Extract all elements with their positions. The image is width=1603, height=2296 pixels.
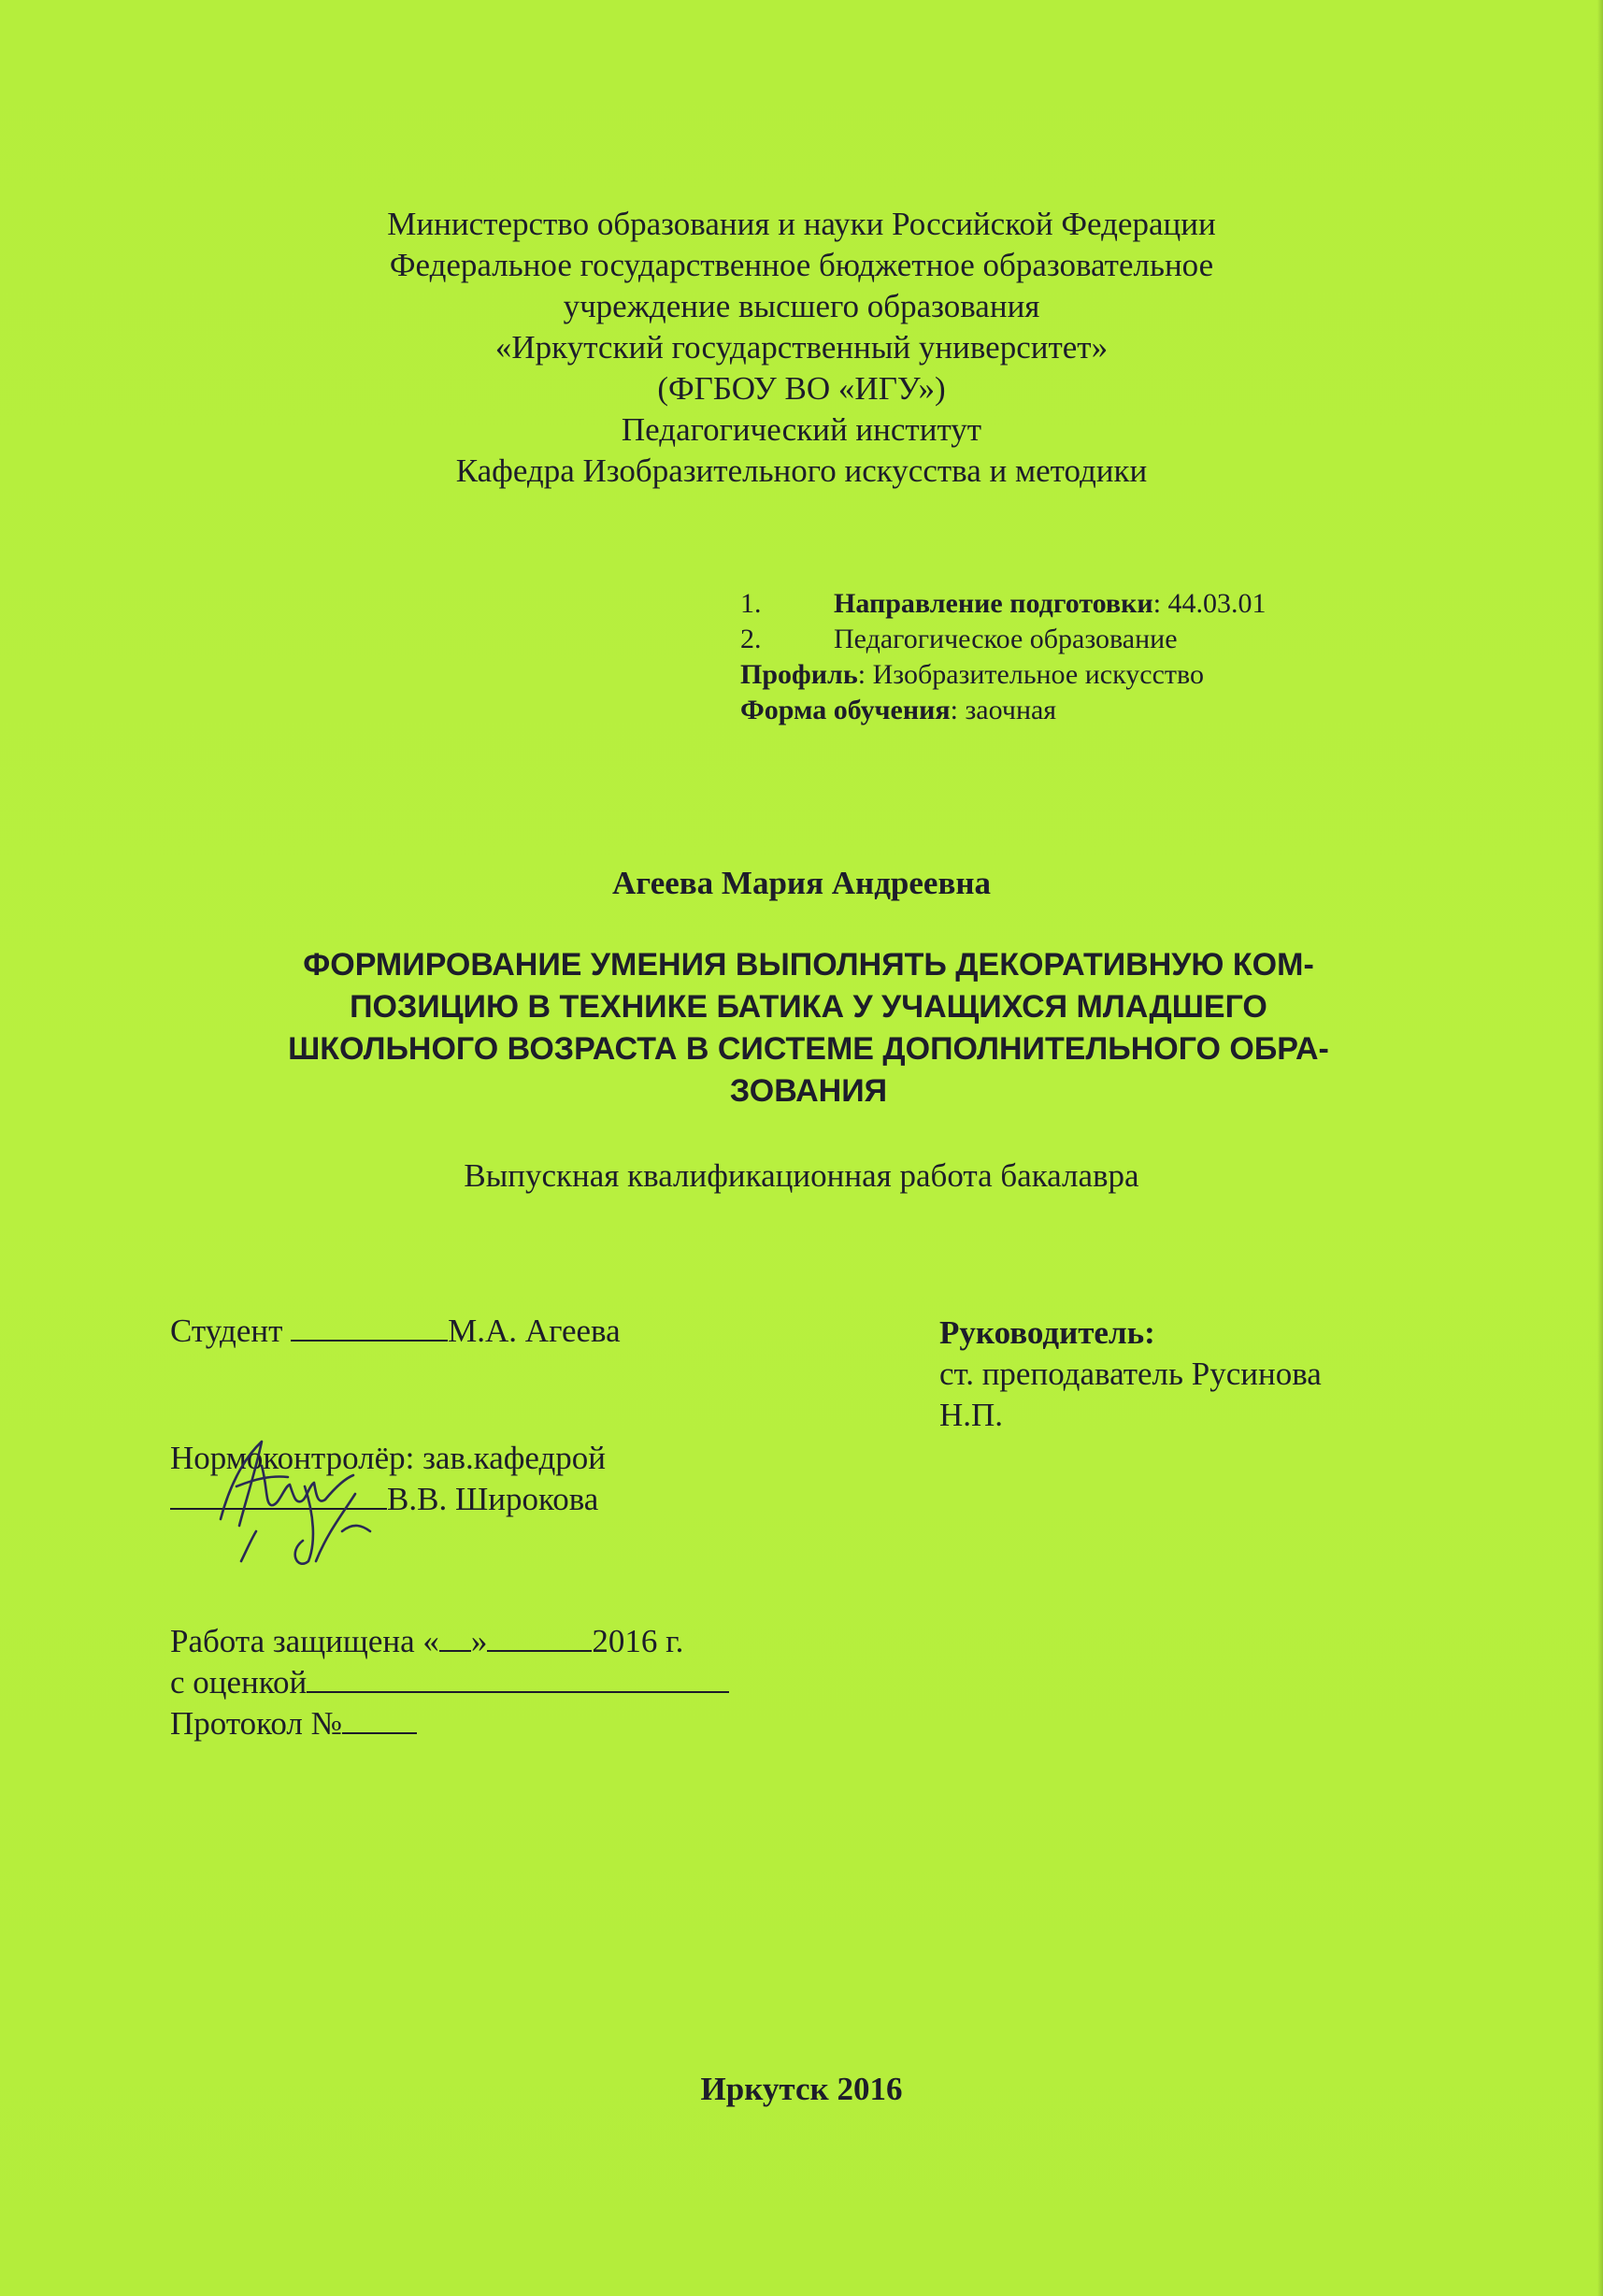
- direction-item-1: [740, 586, 1267, 622]
- protocol-label: Протокол №: [170, 1705, 343, 1742]
- normocontrol-name: В.В. Широкова: [387, 1481, 599, 1517]
- profile-value: : Изобразительное искусство: [857, 659, 1204, 690]
- study-form-row: [740, 693, 1267, 728]
- institute-line: Педагогический институт: [621, 411, 982, 448]
- department-line: Кафедра Изобразительного искусства и методики: [455, 452, 1148, 489]
- direction-block: [740, 586, 1267, 728]
- header-block: [0, 204, 1603, 492]
- student-row: [170, 1311, 621, 1352]
- title-line: ШКОЛЬНОГО ВОЗРАСТА В СИСТЕМЕ ДОПОЛНИТЕЛЬНОГО ОБРА-: [288, 1031, 1329, 1067]
- defense-quote-close: »: [470, 1623, 488, 1659]
- defense-block: [170, 1621, 729, 1744]
- ministry-line: Министерство образования и науки Российской Федерации: [387, 206, 1216, 242]
- supervisor-label: Руководитель:: [939, 1314, 1155, 1351]
- student-label: Студент: [170, 1313, 292, 1349]
- title-line: ПОЗИЦИЮ В ТЕХНИКЕ БАТИКА У УЧАЩИХСЯ МЛАДШЕГО: [350, 989, 1267, 1025]
- supervisor-initials: Н.П.: [939, 1397, 1004, 1433]
- city-year: Иркутск 2016: [700, 2071, 903, 2107]
- thesis-title: [187, 944, 1430, 1112]
- federal-line: Федеральное государственное бюджетное образовательное: [389, 247, 1214, 283]
- protocol-number-line: [342, 1704, 417, 1734]
- institution-line: учреждение высшего образования: [563, 288, 1040, 324]
- author-name: Агеева Мария Андреевна: [611, 865, 992, 901]
- item-number: 1.: [740, 588, 762, 619]
- title-line: ФОРМИРОВАНИЕ УМЕНИЯ ВЫПОЛНЯТЬ ДЕКОРАТИВНУЮ КОМ-: [303, 947, 1314, 983]
- direction-label: Направление подготовки: [834, 588, 1153, 619]
- supervisor-block: [939, 1313, 1322, 1436]
- student-name: М.А. Агеева: [448, 1313, 621, 1349]
- title-line: ЗОВАНИЯ: [729, 1073, 888, 1109]
- protocol-row: [170, 1703, 729, 1744]
- direction-name: Педагогическое образование: [834, 624, 1178, 654]
- handwritten-signature: [204, 1421, 391, 1580]
- defense-month-line: [487, 1622, 592, 1652]
- defense-day-line: [439, 1622, 471, 1652]
- defense-label: Работа защищена «: [170, 1623, 439, 1659]
- grade-row: [170, 1662, 729, 1703]
- normocontrol-label: Нормоконтролёр: зав.кафедрой: [170, 1440, 607, 1476]
- study-form-value: : заочная: [950, 695, 1057, 725]
- defense-date-row: [170, 1621, 729, 1662]
- grade-label: с оценкой: [170, 1664, 308, 1700]
- profile-label: Профиль: [740, 659, 858, 690]
- student-signature-line: [291, 1312, 448, 1342]
- study-form-label: Форма обучения: [740, 695, 951, 725]
- grade-line: [307, 1663, 729, 1693]
- abbr-line: (ФГБОУ ВО «ИГУ»): [657, 370, 946, 407]
- supervisor-position: ст. преподаватель Русинова: [939, 1356, 1322, 1392]
- item-number: 2.: [740, 624, 762, 654]
- direction-item-2: [740, 622, 1267, 657]
- profile-row: [740, 657, 1267, 693]
- university-line: «Иркутский государственный университет»: [494, 329, 1109, 366]
- work-type: Выпускная квалификационная работа бакалавра: [464, 1157, 1139, 1194]
- defense-year: 2016 г.: [592, 1623, 684, 1659]
- direction-value: : 44.03.01: [1152, 588, 1267, 619]
